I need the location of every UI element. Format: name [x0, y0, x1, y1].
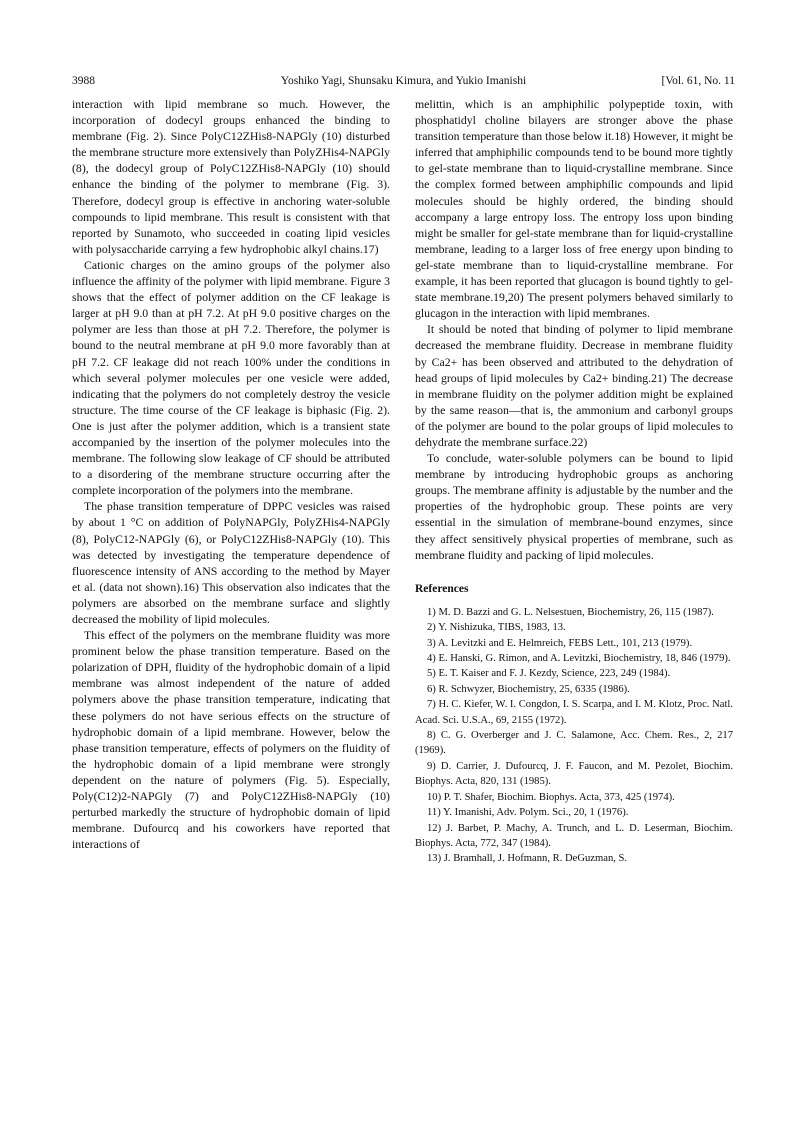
reference-item: 6) R. Schwyzer, Biochemistry, 25, 6335 (1986). [427, 683, 630, 695]
header-authors: Yoshiko Yagi, Shunsaku Kimura, and Yukio Imanishi [280, 75, 527, 87]
reference-item: 5) E. T. Kaiser and F. J. Kezdy, Science, 223, 249 (1984). [427, 668, 671, 680]
right-column [415, 96, 733, 867]
references-heading: References [415, 582, 469, 595]
reference-item: 11) Y. Imanishi, Adv. Polym. Sci., 20, 1 (1976). [427, 807, 629, 819]
left-column [72, 96, 390, 852]
reference-item: 13) J. Bramhall, J. Hofmann, R. DeGuzman, S. [427, 853, 628, 865]
reference-item: 1) M. D. Bazzi and G. L. Nelsestuen, Biochemistry, 26, 115 (1987). [427, 606, 714, 618]
paragraph: To conclude, water-soluble polymers can be bound to lipid membrane by introducing hydrophobic groups as anchoring groups. The membrane affinity is adjustable by the number and the properties of the hydrophobic group. These points are very essential in the simulation of membrane-bound enzymes, since they affect sensitively physical properties of membrane, such as membrane fluidity and packing of lipid molecules. [415, 451, 733, 562]
paragraph: The phase transition temperature of DPPC vesicles was raised by about 1 °C on addition of PolyNAPGly, PolyZHis4-NAPGly (8), PolyC12-NAPGly (6), or PolyC12ZHis8-NAPGly (10). This was detected by investigating the temperature dependence of fluorescence intensity of ANS according to the method by Mayer et al. (data not shown).16) This observation also indicates that the polymers are absorbed on the membrane surface and slightly decreased the mobility of lipid molecules. [72, 499, 390, 626]
reference-list [415, 605, 733, 867]
reference-item: 7) H. C. Kiefer, W. I. Congdon, I. S. Scarpa, and I. M. Klotz, Proc. Natl. Acad. Sci. U.S.A., 69, 2155 (1972). [415, 699, 733, 726]
page-number: 3988 [72, 75, 95, 87]
reference-item: 12) J. Barbet, P. Machy, A. Trunch, and L. D. Leserman, Biochim. Biophys. Acta, 772, 347 (1984). [415, 822, 733, 849]
reference-item: 8) C. G. Overberger and J. C. Salamone, Acc. Chem. Res., 2, 217 (1969). [415, 730, 733, 757]
header-volume: [Vol. 61, No. 11 [661, 75, 735, 87]
reference-item: 2) Y. Nishizuka, TIBS, 1983, 13. [427, 622, 566, 634]
running-header [72, 72, 735, 90]
reference-item: 4) E. Hanski, G. Rimon, and A. Levitzki, Biochemistry, 18, 846 (1979). [427, 653, 731, 665]
paragraph: This effect of the polymers on the membrane fluidity was more prominent below the phase transition temperature. Based on the polarization of DPH, fluidity of the hydrophobic domain of a lipid membrane was almost independent of the nature of added polymers above the phase transition temperature, indicating that these polymers do not have serious effects on the structure of hydrophobic domain of a lipid membrane. However, below the phase transition temperature, effects of polymers on the fluidity of the hydrophobic domain of a lipid membrane were strongly dependent on the nature of polymers (Fig. 5). Especially, Poly(C12)2-NAPGly (7) and PolyC12ZHis8-NAPGly (10) perturbed markedly the structure of hydrophobic domain of lipid membrane. Dufourcq and his coworkers have reported that interactions of [72, 628, 390, 852]
reference-item: 3) A. Levitzki and E. Helmreich, FEBS Lett., 101, 213 (1979). [427, 637, 693, 649]
reference-item: 10) P. T. Shafer, Biochim. Biophys. Acta, 373, 425 (1974). [427, 791, 675, 803]
paragraph: interaction with lipid membrane so much. However, the incorporation of dodecyl groups enhanced the binding to membrane (Fig. 2). Since PolyC12ZHis8-NAPGly (10) disturbed the membrane structure more extensively than PolyZHis4-NAPGly (8), the dodecyl group of PolyC12ZHis8-NAPGly (10) should enhance the binding of the polymer to membrane (Fig. 3). Therefore, dodecyl group is effective in anchoring water-soluble compounds to lipid membrane. This result is consistent with that reported by Sunamoto, who succeeded in coating lipid vesicles with polysaccharide carrying a few hydrophobic alkyl chains.17) [72, 97, 390, 256]
reference-item: 9) D. Carrier, J. Dufourcq, J. F. Faucon, and M. Pezolet, Biochim. Biophys. Acta, 820, 131 (1985). [415, 760, 733, 788]
paragraph: It should be noted that binding of polymer to lipid membrane decreased the membrane fluidity. Decrease in membrane fluidity by Ca2+ has been observed and attributed to the dehydration of head groups of lipid molecules by Ca2+ binding.21) The decrease in membrane fluidity on the polymer addition might be explained by the same reason—that is, the ammonium and carbonyl groups of the polymer are bound to the polar groups of lipid molecules to dehydrate the membrane surface.22) [415, 322, 733, 449]
paragraph: Cationic charges on the amino groups of the polymer also influence the affinity of the polymer with lipid membrane. Figure 3 shows that the effect of polymer addition on the CF leakage is larger at pH 9.0 than at pH 7.2. At pH 9.0 positive charges on the polymer are less than those at pH 7.2. Therefore, the polymer is bound to the neutral membrane at pH 9.0 more favorably than at pH 7.2. CF leakage did not reach 100% under the conditions in which several polymer molecules per one vesicle were added, indicating that the polymers do not completely destroy the vesicle structure. The time course of the CF leakage is biphasic (Fig. 2). One is just after the polymer addition, which is a transient state accompanied by the insertion of the polymer molecules into the membrane. The following slow leakage of CF should be attributed to a disordering of the membrane structure occurring after the complete incorporation of the polymers into the membrane. [72, 257, 390, 498]
paragraph: melittin, which is an amphiphilic polypeptide toxin, with phosphatidyl choline bilayers are stronger above the phase transition temperature than those below it.18) However, it might be inferred that amphiphilic compounds tend to be bound more tightly to gel-state membrane than to liquid-crystalline membrane. Since the complex formed between amphiphilic compounds and lipid molecules should be highly ordered, the binding should accompany a large entropy loss. The entropy loss upon binding might be smaller for gel-state membrane than for liquid-crystalline membrane, leading to a larger loss of free energy upon binding to gel-state membrane than to liquid-crystalline membrane. For example, it has been reported that glucagon is bound tightly to gel-state membrane.19,20) The present polymers behaved similarly to glucagon in the interaction with lipid membranes. [415, 97, 733, 321]
